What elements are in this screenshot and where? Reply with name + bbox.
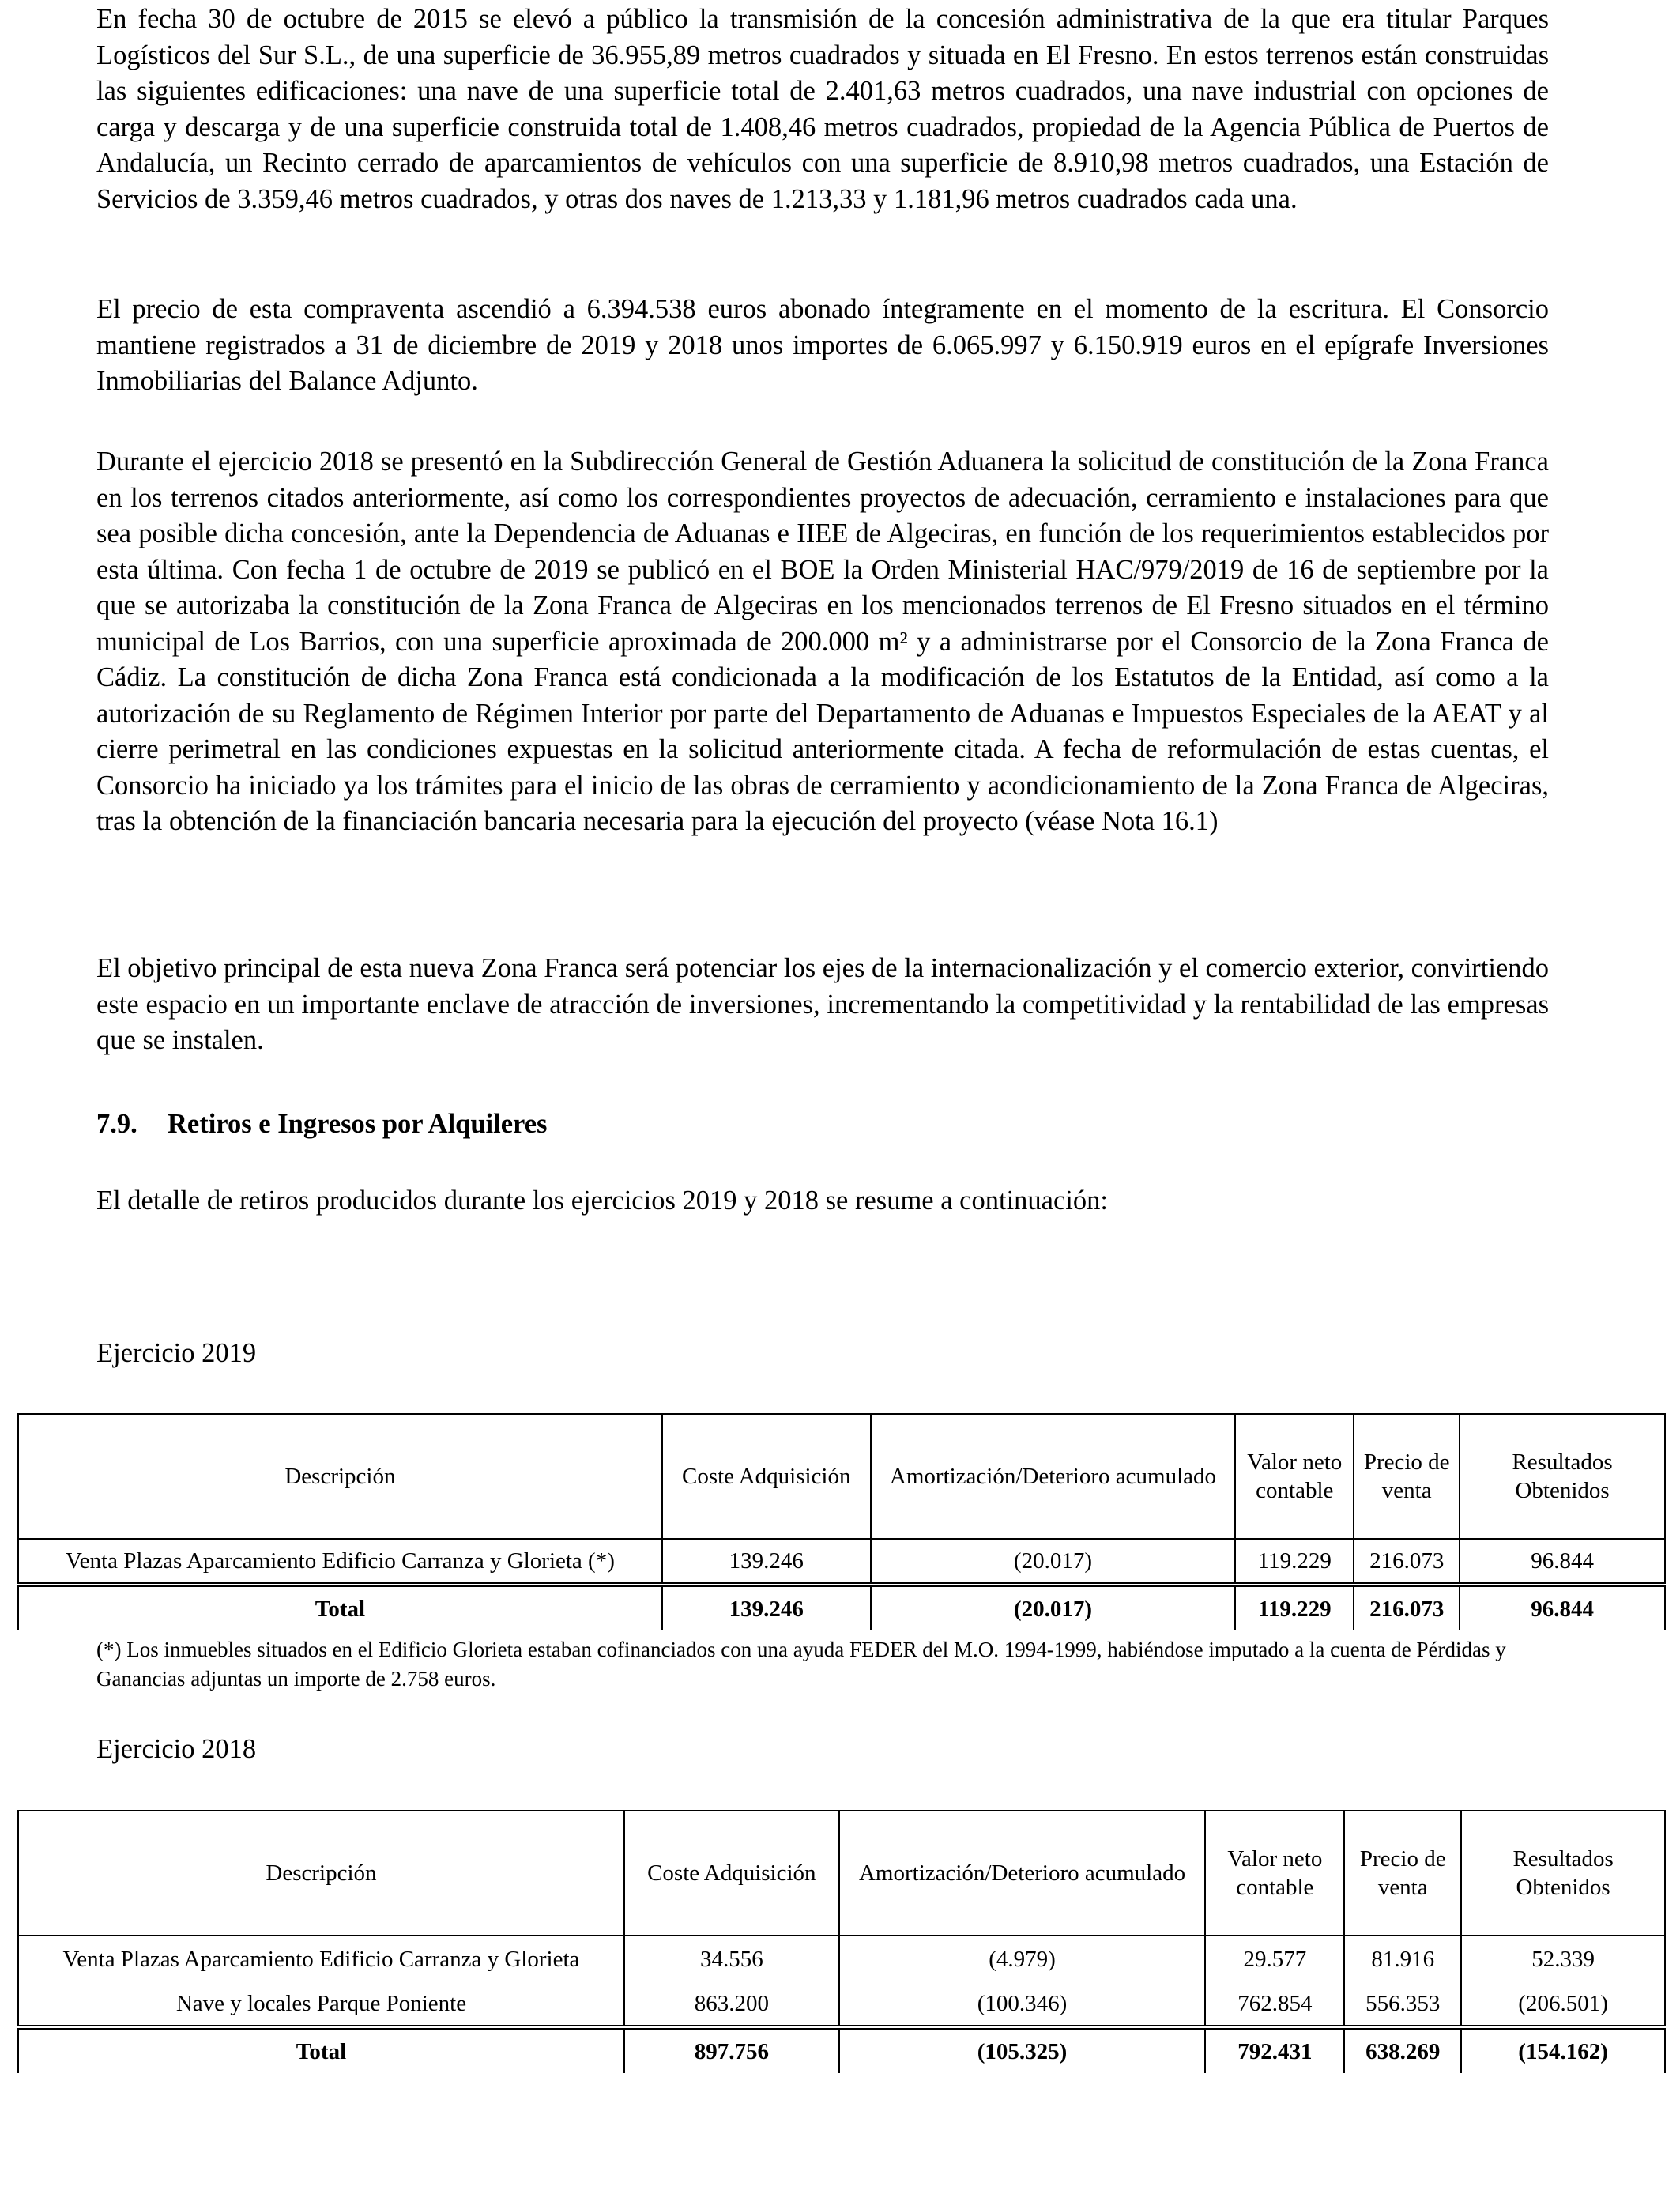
paragraph-price: El precio de esta compraventa ascendió a 6.394.538 euros abonado íntegramente en el momento de la escritura. El Consorcio mantiene registrados a 31 de diciembre de 2019 y 2018 unos importes de 6.065.997 y 6.150.919 euros en el epígrafe Inversiones Inmobiliarias del Balance Adjunto. xyxy=(96,294,1549,396)
cell-precio: 81.916 xyxy=(1344,1936,1461,1981)
cell-amortizacion: (100.346) xyxy=(839,1981,1206,2027)
table-total-row xyxy=(18,1585,1665,1630)
table-header-row xyxy=(18,1414,1665,1539)
section-heading xyxy=(96,1109,547,1140)
header-resultados: Resultados Obtenidos xyxy=(1460,1414,1665,1539)
ejercicio-2019-title: Ejercicio 2019 xyxy=(96,1338,257,1368)
table-row xyxy=(18,1936,1665,1981)
cell-resultados: 96.844 xyxy=(1460,1539,1665,1585)
table-ejercicio-2019 xyxy=(17,1413,1666,1630)
header-valor-neto: Valor neto contable xyxy=(1205,1811,1344,1936)
footnote: (*) Los inmuebles situados en el Edificio Glorieta estaban cofinanciados con una ayuda FEDER del M.O. 1994-1999, habiéndose imputado a la cuenta de Pérdidas y Ganancias adjuntas un importe de 2.758 euros. xyxy=(96,1638,1506,1691)
header-amortizacion: Amortización/Deterioro acumulado xyxy=(839,1811,1206,1936)
section-number: 7.9. xyxy=(96,1109,137,1139)
cell-descripcion: Venta Plazas Aparcamiento Edificio Carranza y Glorieta (*) xyxy=(18,1539,662,1585)
header-descripcion: Descripción xyxy=(18,1811,624,1936)
ejercicio-2018-title: Ejercicio 2018 xyxy=(96,1734,257,1764)
cell-descripcion: Venta Plazas Aparcamiento Edificio Carranza y Glorieta xyxy=(18,1936,624,1981)
section-intro: El detalle de retiros producidos durante los ejercicios 2019 y 2018 se resume a continuación: xyxy=(96,1186,1108,1216)
table-header-row xyxy=(18,1811,1665,1936)
total-label: Total xyxy=(18,2027,624,2073)
cell-coste: 34.556 xyxy=(624,1936,839,1981)
header-amortizacion: Amortización/Deterioro acumulado xyxy=(871,1414,1236,1539)
total-coste: 139.246 xyxy=(662,1585,871,1630)
header-precio: Precio de venta xyxy=(1344,1811,1461,1936)
section-title: Retiros e Ingresos por Alquileres xyxy=(168,1109,548,1139)
total-valor-neto: 792.431 xyxy=(1205,2027,1344,2073)
paragraph-objective: El objetivo principal de esta nueva Zona Franca será potenciar los ejes de la internacionalización y el comercio exterior, convirtiendo este espacio en un importante enclave de atracción de inversiones, incrementando la competitividad y la rentabilidad de las empresas que se instalen. xyxy=(96,953,1549,1055)
total-amortizacion: (20.017) xyxy=(871,1585,1236,1630)
total-label: Total xyxy=(18,1585,662,1630)
cell-precio: 556.353 xyxy=(1344,1981,1461,2027)
cell-valor-neto: 119.229 xyxy=(1235,1539,1354,1585)
header-coste: Coste Adquisición xyxy=(624,1811,839,1936)
total-precio: 216.073 xyxy=(1354,1585,1460,1630)
total-valor-neto: 119.229 xyxy=(1235,1585,1354,1630)
paragraph-concession: En fecha 30 de octubre de 2015 se elevó a público la transmisión de la concesión administrativa de la que era titular Parques Logísticos del Sur S.L., de una superficie de 36.955,89 metros cuadrados y situada en El Fresno. En estos terrenos están construidas las siguientes edificaciones: una nave de una superficie total de 2.401,63 metros cuadrados, una nave industrial con opciones de carga y descarga y de una superficie construida total de 1.408,46 metros cuadrados, propiedad de la Agencia Pública de Puertos de Andalucía, un Recinto cerrado de aparcamientos de vehículos con una superficie de 8.910,98 metros cuadrados, una Estación de Servicios de 3.359,46 metros cuadrados, y otras dos naves de 1.213,33 y 1.181,96 metros cuadrados cada una. xyxy=(96,4,1549,214)
header-valor-neto: Valor neto contable xyxy=(1235,1414,1354,1539)
total-precio: 638.269 xyxy=(1344,2027,1461,2073)
total-coste: 897.756 xyxy=(624,2027,839,2073)
cell-coste: 139.246 xyxy=(662,1539,871,1585)
table-ejercicio-2018 xyxy=(17,1810,1666,2073)
table-total-row xyxy=(18,2027,1665,2073)
cell-descripcion: Nave y locales Parque Poniente xyxy=(18,1981,624,2027)
paragraph-zona-franca: Durante el ejercicio 2018 se presentó en la Subdirección General de Gestión Aduanera la solicitud de constitución de la Zona Franca en los terrenos citados anteriormente, así como los correspondientes proyectos de adecuación, cerramiento e instalaciones para que sea posible dicha concesión, ante la Dependencia de Aduanas e IIEE de Algeciras, en función de los requerimientos establecidos por esta última. Con fecha 1 de octubre de 2019 se publicó en el BOE la Orden Ministerial HAC/979/2019 de 16 de septiembre por la que se autorizaba la constitución de la Zona Franca de Algeciras en los mencionados terrenos de El Fresno situados en el término municipal de Los Barrios, con una superficie aproximada de 200.000 m² y a administrarse por el Consorcio de la Zona Franca de Cádiz. La constitución de dicha Zona Franca está condicionada a la modificación de los Estatutos de la Entidad, así como a la autorización de su Reglamento de Régimen Interior por parte del Departamento de Aduanas e Impuestos Especiales de la AEAT y al cierre perimetral en las condiciones expuestas en la solicitud anteriormente citada. A fecha de reformulación de estas cuentas, el Consorcio ha iniciado ya los trámites para el inicio de las obras de cerramiento y acondicionamiento de la Zona Franca de Algeciras, tras la obtención de la financiación bancaria necesaria para la ejecución del proyecto (véase Nota 16.1) xyxy=(96,447,1549,836)
header-resultados: Resultados Obtenidos xyxy=(1461,1811,1665,1936)
cell-valor-neto: 762.854 xyxy=(1205,1981,1344,2027)
total-resultados: 96.844 xyxy=(1460,1585,1665,1630)
total-resultados: (154.162) xyxy=(1461,2027,1665,2073)
table-row xyxy=(18,1539,1665,1585)
cell-amortizacion: (4.979) xyxy=(839,1936,1206,1981)
cell-amortizacion: (20.017) xyxy=(871,1539,1236,1585)
cell-precio: 216.073 xyxy=(1354,1539,1460,1585)
table-row xyxy=(18,1981,1665,2027)
header-coste: Coste Adquisición xyxy=(662,1414,871,1539)
cell-resultados: 52.339 xyxy=(1461,1936,1665,1981)
cell-valor-neto: 29.577 xyxy=(1205,1936,1344,1981)
header-descripcion: Descripción xyxy=(18,1414,662,1539)
cell-resultados: (206.501) xyxy=(1461,1981,1665,2027)
header-precio: Precio de venta xyxy=(1354,1414,1460,1539)
cell-coste: 863.200 xyxy=(624,1981,839,2027)
total-amortizacion: (105.325) xyxy=(839,2027,1206,2073)
